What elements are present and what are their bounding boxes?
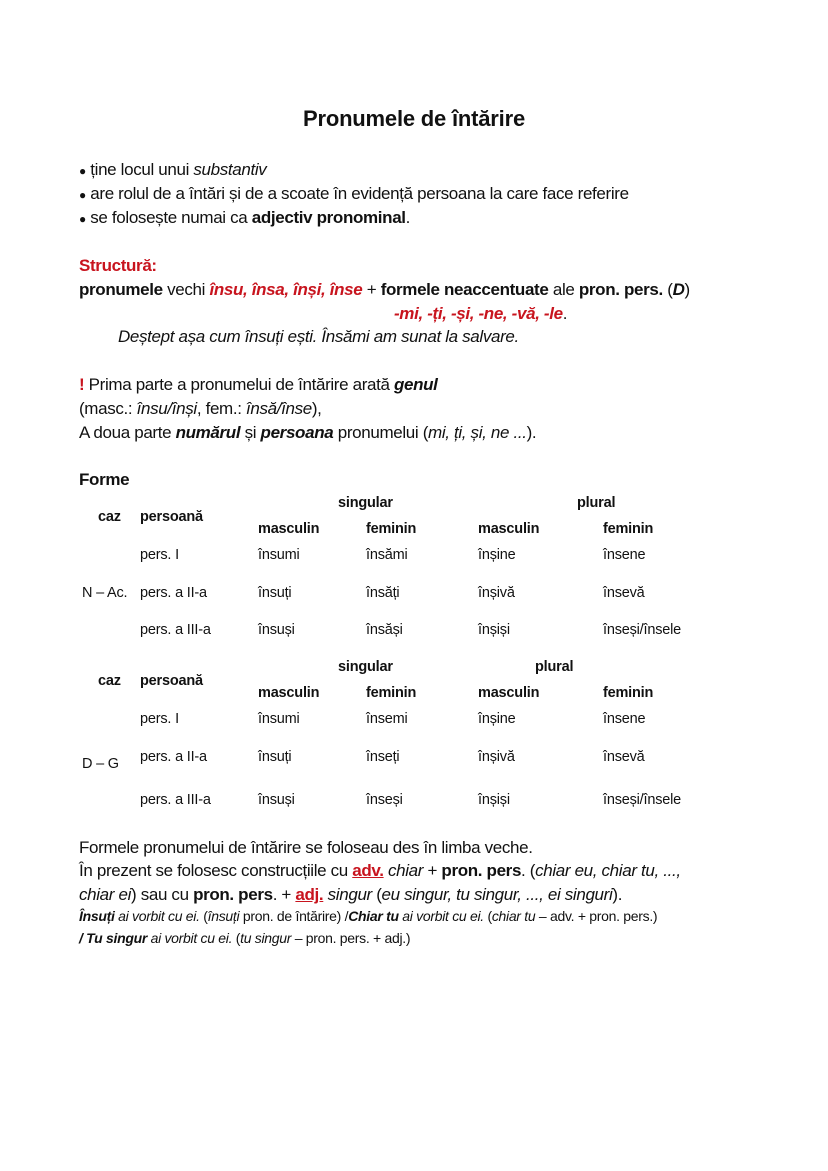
cell: înseși: [366, 792, 403, 808]
cell: înșiși: [478, 792, 510, 808]
cell: înseți: [366, 749, 400, 765]
cell: însuți: [258, 585, 292, 601]
header-plural: plural: [577, 495, 616, 511]
adj-link: adj.: [295, 885, 324, 904]
cell: însemi: [366, 711, 408, 727]
forms-heading: Forme: [79, 470, 130, 489]
closing-line-1: Formele pronumelui de întărire se foloseau des în limba veche.: [79, 838, 533, 857]
cell: înșiși: [478, 622, 510, 638]
cell: însuți: [258, 749, 292, 765]
row-person: pers. a III-a: [140, 792, 211, 808]
structure-example: Deștept așa cum însuți ești. Însămi am sunat la salvare.: [118, 327, 519, 346]
cell: însene: [603, 711, 646, 727]
cell: însene: [603, 547, 646, 563]
header-plural: plural: [535, 659, 574, 675]
header-sg-feminin: feminin: [366, 521, 417, 537]
header-persoana: persoană: [140, 673, 203, 689]
structure-forms: -mi, -ți, -și, -ne, -vă, -le.: [394, 304, 568, 323]
header-singular: singular: [338, 659, 393, 675]
cell: însumi: [258, 711, 300, 727]
cell: însevă: [603, 749, 645, 765]
page-title: Pronumele de întărire: [303, 106, 525, 131]
cell: însuși: [258, 622, 295, 638]
note-line-1: ! Prima parte a pronumelui de întărire arată genul: [79, 375, 438, 394]
cell: înseși/însele: [603, 792, 681, 808]
cell: înșine: [478, 547, 516, 563]
cell: însăși: [366, 622, 403, 638]
row-person: pers. I: [140, 711, 179, 727]
cell: însuși: [258, 792, 295, 808]
bullet-icon: ●: [79, 188, 86, 202]
structure-heading: Structură:: [79, 256, 157, 275]
cell: înșine: [478, 711, 516, 727]
header-sg-masculin: masculin: [258, 685, 320, 701]
example-line-1: Însuți ai vorbit cu ei. (însuți pron. de întărire) /Chiar tu ai vorbit cu ei. (chiar tu – adv. + pron. pers.): [79, 908, 658, 924]
cell: însumi: [258, 547, 300, 563]
header-singular: singular: [338, 495, 393, 511]
cell: înșivă: [478, 749, 515, 765]
cell: însămi: [366, 547, 408, 563]
bullet-icon: ●: [79, 212, 86, 226]
header-sg-masculin: masculin: [258, 521, 320, 537]
example-line-2: / Tu singur ai vorbit cu ei. (tu singur – pron. pers. + adj.): [79, 930, 411, 946]
structure-line: pronumele vechi însu, însa, înși, înse + formele neaccentuate ale pron. pers. (D): [79, 280, 690, 299]
header-persoana: persoană: [140, 509, 203, 525]
bullet-item-2: ● are rolul de a întări și de a scoate în evidență persoana la care face referire: [79, 184, 629, 203]
header-pl-masculin: masculin: [478, 521, 540, 537]
cell: înseși/însele: [603, 622, 681, 638]
cell: însevă: [603, 585, 645, 601]
case-label: N – Ac.: [82, 585, 128, 601]
row-person: pers. a II-a: [140, 585, 207, 601]
cell: însăți: [366, 585, 400, 601]
header-caz: caz: [98, 673, 121, 689]
closing-line-2: În prezent se folosesc construcțiile cu adv. chiar + pron. pers. (chiar eu, chiar tu, ...,: [79, 861, 681, 880]
header-pl-masculin: masculin: [478, 685, 540, 701]
case-label: D – G: [82, 756, 119, 772]
exclamation-icon: !: [79, 375, 85, 394]
row-person: pers. a III-a: [140, 622, 211, 638]
bullet-item-1: ● ține locul unui substantiv: [79, 160, 267, 179]
bullet-icon: ●: [79, 164, 86, 178]
adv-link: adv.: [352, 861, 384, 880]
bullet-item-3: ● se folosește numai ca adjectiv pronominal.: [79, 208, 411, 227]
cell: înșivă: [478, 585, 515, 601]
header-pl-feminin: feminin: [603, 685, 654, 701]
header-sg-feminin: feminin: [366, 685, 417, 701]
row-person: pers. I: [140, 547, 179, 563]
header-pl-feminin: feminin: [603, 521, 654, 537]
header-caz: caz: [98, 509, 121, 525]
note-line-2: (masc.: însu/înși, fem.: însă/înse),: [79, 399, 322, 418]
closing-line-3: chiar ei) sau cu pron. pers. + adj. singur (eu singur, tu singur, ..., ei singuri).: [79, 885, 623, 904]
note-line-3: A doua parte numărul și persoana pronumelui (mi, ți, și, ne ...).: [79, 423, 537, 442]
row-person: pers. a II-a: [140, 749, 207, 765]
